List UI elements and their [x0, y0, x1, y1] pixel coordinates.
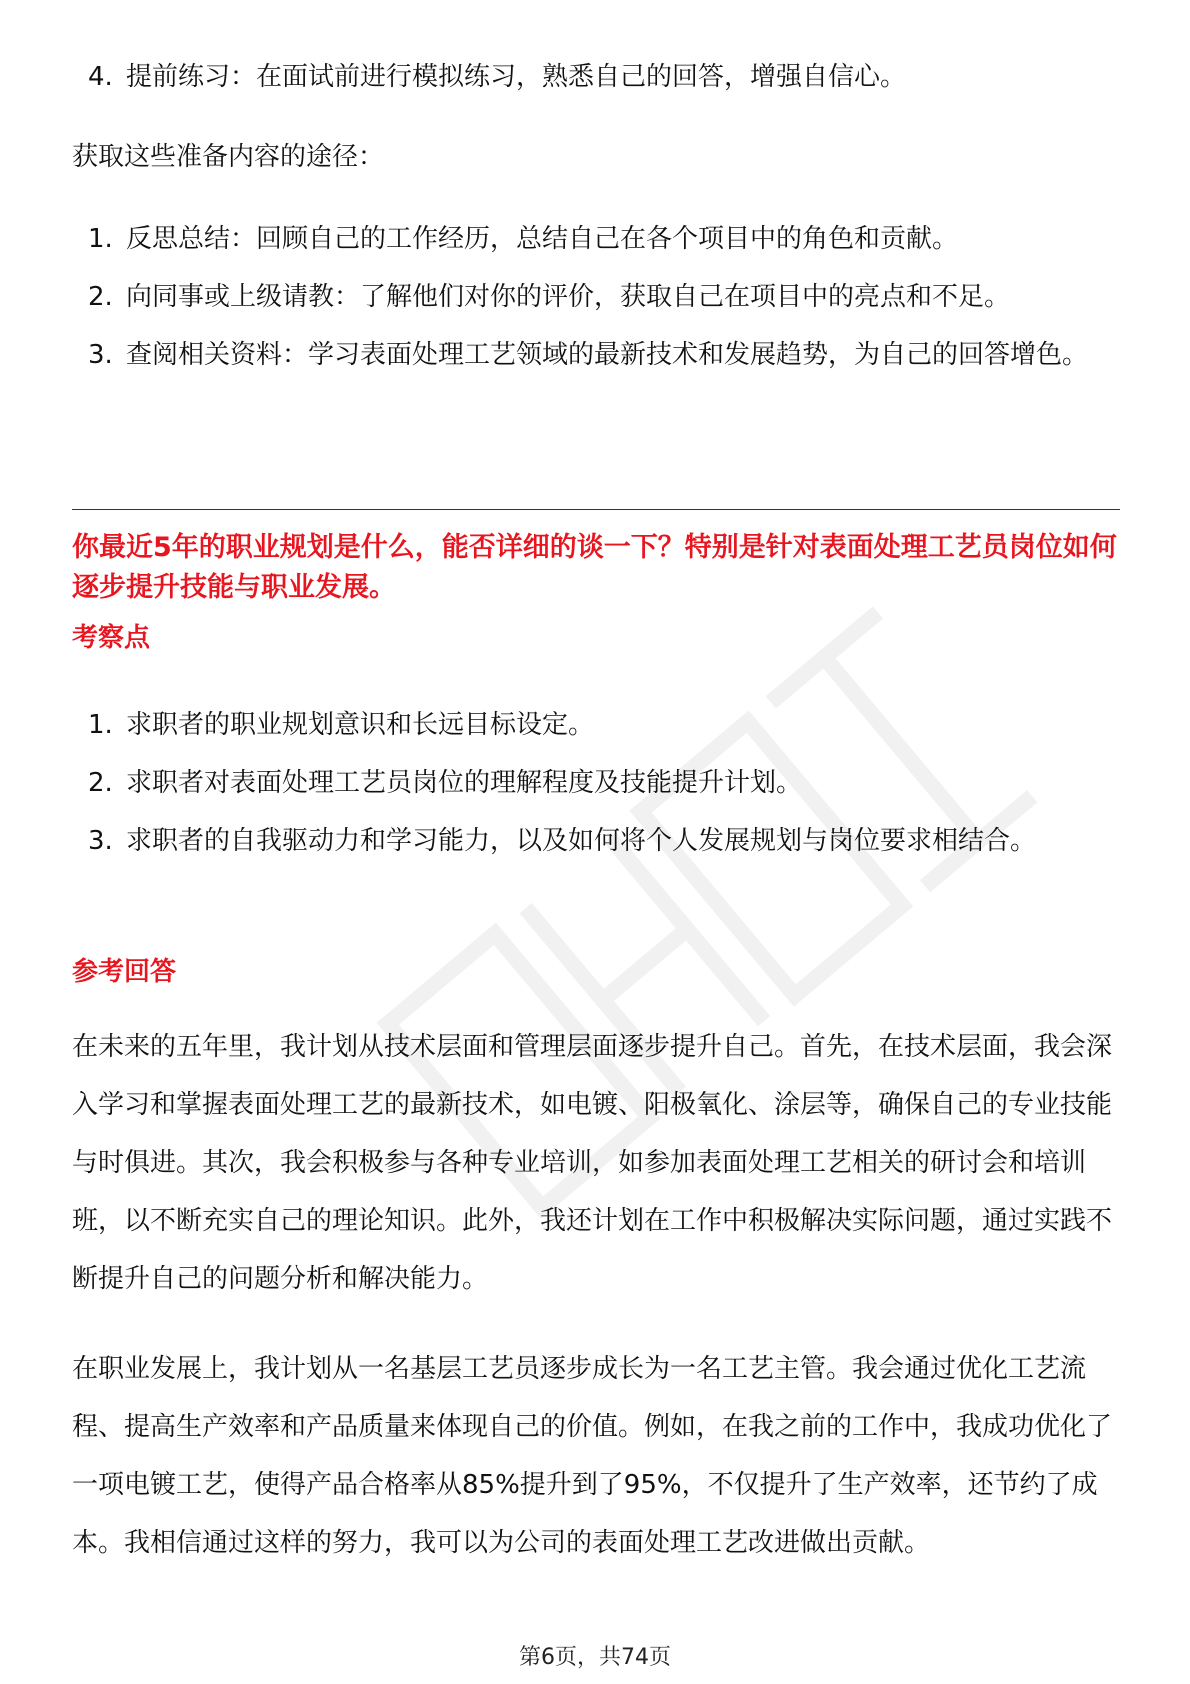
ways-list	[80, 210, 1110, 384]
list-text: 反思总结：回顾自己的工作经历，总结自己在各个项目中的角色和贡献。	[126, 224, 959, 254]
list-text: 提前练习：在面试前进行模拟练习，熟悉自己的回答，增强自信心。	[126, 62, 907, 92]
list-item	[80, 268, 1110, 326]
page-footer: 第6页，共74页	[519, 1645, 671, 1670]
preparation-list	[80, 48, 1110, 106]
list-number: 3.	[88, 826, 113, 856]
list-number: 3.	[88, 340, 113, 370]
answer-heading: 参考回答	[72, 957, 177, 987]
points-heading: 考察点	[72, 623, 151, 653]
ways-intro: 获取这些准备内容的途径：	[72, 142, 385, 172]
list-number: 4.	[88, 62, 113, 92]
list-item	[80, 696, 1110, 754]
list-number: 1.	[88, 224, 113, 254]
list-number: 2.	[88, 768, 113, 798]
list-text: 向同事或上级请教：了解他们对你的评价，获取自己在项目中的亮点和不足。	[126, 282, 1011, 312]
list-item	[80, 326, 1110, 384]
list-text: 查阅相关资料：学习表面处理工艺领域的最新技术和发展趋势，为自己的回答增色。	[126, 340, 1089, 370]
section-divider	[72, 509, 1120, 510]
list-item	[80, 210, 1110, 268]
list-number: 2.	[88, 282, 113, 312]
list-item	[80, 48, 1110, 106]
answer-paragraph: 在未来的五年里，我计划从技术层面和管理层面逐步提升自己。首先，在技术层面，我会深入学习和掌握表面处理工艺的最新技术，如电镀、阳极氧化、涂层等，确保自己的专业技能与时俱进。其次，我会积极参与各种专业培训，如参加表面处理工艺相关的研讨会和培训班，以不断充实自己的理论知识。此外，我还计划在工作中积极解决实际问题，通过实践不断提升自己的问题分析和解决能力。	[72, 1032, 1113, 1294]
list-text: 求职者的自我驱动力和学习能力，以及如何将个人发展规划与岗位要求相结合。	[126, 826, 1037, 856]
answer-paragraph: 在职业发展上，我计划从一名基层工艺员逐步成长为一名工艺主管。我会通过优化工艺流程、提高生产效率和产品质量来体现自己的价值。例如，在我之前的工作中，我成功优化了一项电镀工艺，使得产品合格率从85%提升到了95%，不仅提升了生产效率，还节约了成本。我相信通过这样的努力，我可以为公司的表面处理工艺改进做出贡献。	[72, 1354, 1113, 1558]
list-number: 1.	[88, 710, 113, 740]
list-item	[80, 812, 1110, 870]
points-list	[80, 696, 1110, 870]
list-text: 求职者对表面处理工艺员岗位的理解程度及技能提升计划。	[126, 768, 803, 798]
list-item	[80, 754, 1110, 812]
interview-question: 你最近5年的职业规划是什么，能否详细的谈一下？特别是针对表面处理工艺员岗位如何逐步提升技能与职业发展。	[72, 532, 1117, 603]
list-text: 求职者的职业规划意识和长远目标设定。	[126, 710, 595, 740]
